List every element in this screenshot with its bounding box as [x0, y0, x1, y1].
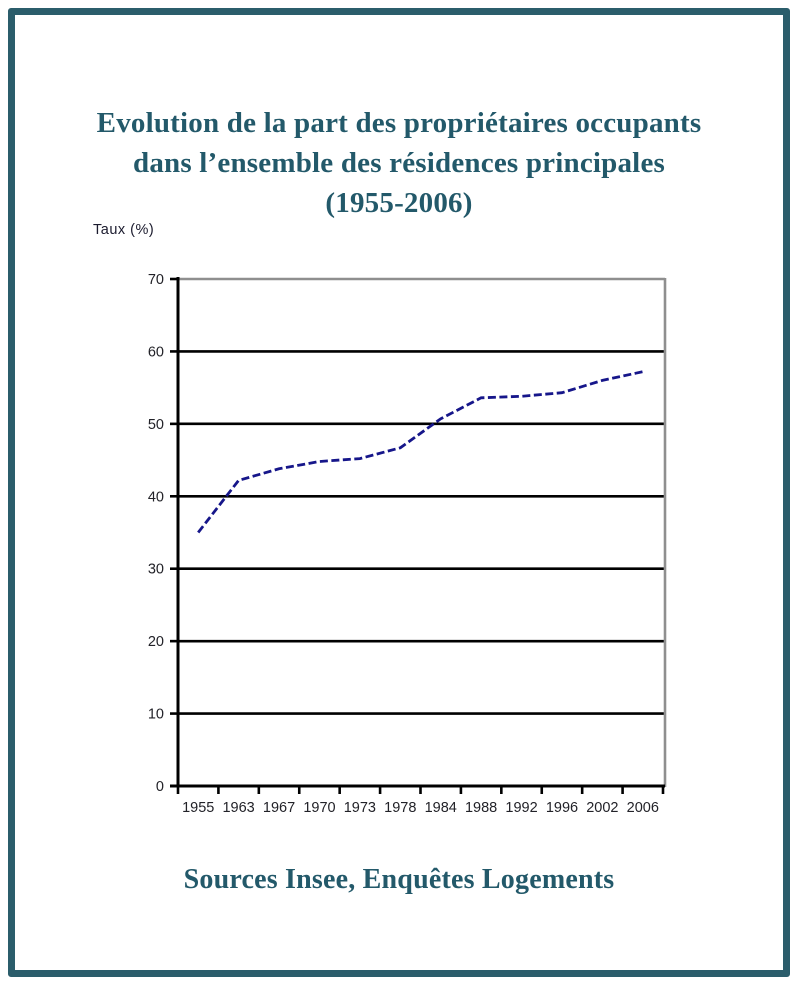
chart-title-line-3: (1955-2006): [325, 187, 473, 220]
y-tick-label-10: 10: [147, 706, 164, 723]
y-axis-title: Taux (%): [93, 222, 155, 238]
y-tick-label-0: 0: [155, 779, 164, 795]
x-label-1996: 1996: [545, 800, 579, 816]
x-label-1955: 1955: [182, 800, 215, 816]
y-tick-label-40: 40: [147, 489, 164, 506]
x-label-1973: 1973: [343, 800, 377, 816]
x-label-1984: 1984: [424, 800, 457, 816]
x-label-1970: 1970: [303, 800, 336, 816]
source-note: Sources Insee, Enquêtes Logements: [183, 864, 615, 895]
chart-title-line-1: Evolution de la part des propriétaires occupants: [96, 107, 702, 140]
x-label-1967: 1967: [262, 800, 296, 816]
x-label-1963: 1963: [222, 800, 255, 816]
x-label-1988: 1988: [464, 800, 498, 816]
x-label-2006: 2006: [626, 800, 659, 816]
series-line-proprietaires: [198, 372, 643, 533]
y-tick-label-30: 30: [147, 561, 164, 578]
y-tick-label-60: 60: [147, 344, 164, 361]
chart-svg: [80, 215, 700, 830]
x-label-2002: 2002: [586, 800, 619, 816]
y-tick-label-50: 50: [147, 416, 164, 433]
chart-title-line-2: dans l’ensemble des résidences principales: [132, 147, 665, 180]
chart-title: [40, 103, 758, 223]
x-label-1978: 1978: [384, 800, 417, 816]
y-tick-label-70: 70: [147, 272, 164, 288]
y-tick-label-20: 20: [147, 634, 164, 651]
x-label-1992: 1992: [505, 800, 538, 816]
